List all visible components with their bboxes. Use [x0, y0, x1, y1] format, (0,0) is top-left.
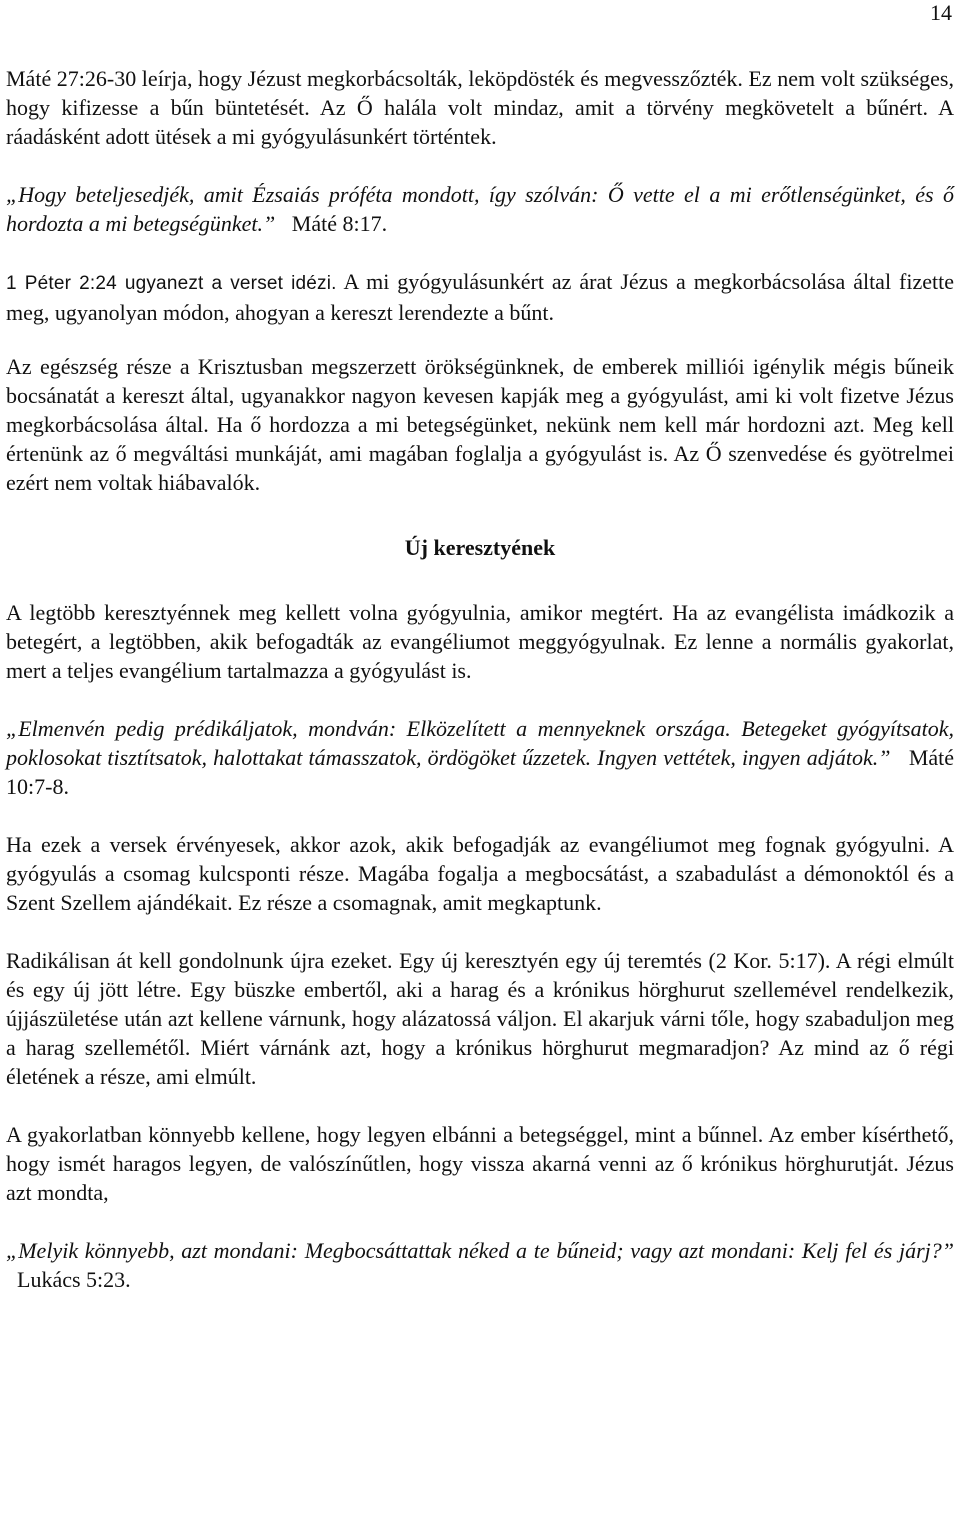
peter-paragraph-rest: A mi gyógyulásunkért az árat Jézus a megkorbácsolása által fizette meg, ugyanolyan módon, ahogyan a kereszt lerendezte a bűnt.	[6, 269, 954, 325]
quote-reference: Máté 8:17.	[291, 211, 388, 236]
paragraph-intro: Máté 27:26-30 leírja, hogy Jézust megkorbácsolták, leköpdösték és megvesszőzték. Ez nem volt szükséges, hogy kifizesse a bűn büntetését. Az Ő halála volt mindaz, amit a törvény megkövetelt a bűnért. A ráadásként adott ütések a mi gyógyulásunkért történtek.	[6, 66, 954, 149]
quote-lukacs-5-23	[6, 1236, 954, 1294]
paragraph-verses-valid: Ha ezek a versek érvényesek, akkor azok, akik befogadják az evangéliumot meg fognak gyógyulni. A gyógyulás a csomag kulcsponti része. Magába fogalja a megbocsátást, a szabadulást a démonoktól és a Szent Szellem ajándékait. Ez része a csomagnak, amit megkaptunk.	[6, 832, 954, 915]
paragraph-inheritance: Az egészség része a Krisztusban megszerzett örökségünknek, de emberek milliói igénylik mégis bűneik bocsánatát a kereszt által, ugyanakkor nagyon kevesen kapják meg a gyógyulást, ami ki volt fizetve Jézus megkorbácsolása által. Ha ő hordozza a mi betegségünket, nekünk nem kell már hordozni azt. Meg kell értenünk az ő megváltási munkáját, ami magában foglalja a gyógyulást is. Az Ő szenvedése és gyötrelmei ezért nem voltak hiábavalók.	[6, 354, 954, 495]
peter-reference-text: 1 Péter 2:24 ugyanezt a verset idézi.	[6, 273, 337, 294]
quote-reference: Máté 10:7-8.	[6, 745, 955, 799]
section-heading: Új keresztyének	[404, 535, 556, 560]
paragraph-new-christians: A legtöbb keresztyénnek meg kellett volna gyógyulnia, amikor megtért. Ha az evangélista imádkozik a betegért, a legtöbben, akik befogadták az evangéliumot meggyógyulnak. Ez lenne a normális gyakorlat, mert a teljes evangélium tartalmazza a gyógyulást is.	[6, 600, 954, 683]
paragraph-peter	[6, 267, 954, 327]
quote-reference: Lukács 5:23.	[17, 1267, 131, 1292]
page-number: 14	[930, 0, 952, 25]
quote-mate-8-17	[6, 180, 954, 238]
quote-text: „Melyik könnyebb, azt mondani: Megbocsáttattak néked a te bűneid; vagy azt mondani: Kelj fel és járj?”	[6, 1238, 954, 1263]
paragraph-practice: A gyakorlatban könnyebb kellene, hogy legyen elbánni a betegséggel, mint a bűnnel. Az ember kísérthető, hogy ismét haragos legyen, de valószínűtlen, hogy vissza akarná venni az ő krónikus hörghurutját. Jézus azt mondta,	[6, 1122, 954, 1205]
paragraph-radical: Radikálisan át kell gondolnunk újra ezeket. Egy új keresztyén egy új teremtés (2 Kor. 5:17). A régi elmúlt és egy új jött létre. Egy büszke embertől, aki a harag és a krónikus hörghurut szellemével rendelkezik, újjászületése után azt kellene várnunk, hogy alázatossá váljon. El akarjuk várni tőle, hogy szabaduljon meg a harag szellemétől. Miért várnánk azt, hogy a krónikus hörghurut megmaradjon? Az mind az ő régi életének a része, ami elmúlt.	[6, 948, 954, 1089]
quote-text: „Elmenvén pedig prédikáljatok, mondván: Elközelített a mennyeknek országa. Betegeket gyógyítsatok, poklosokat tisztítsatok, halottakat támasszatok, ördögöket űzzetek. Ingyen vettétek, ingyen adjátok.”	[6, 716, 954, 770]
quote-mate-10-7-8	[6, 714, 954, 801]
quote-text: „Hogy beteljesedjék, amit Ézsaiás próféta mondott, így szólván: Ő vette el a mi erőtlenségünket, és ő hordozta a mi betegségünket.”	[6, 182, 954, 236]
document-body	[6, 64, 954, 1294]
